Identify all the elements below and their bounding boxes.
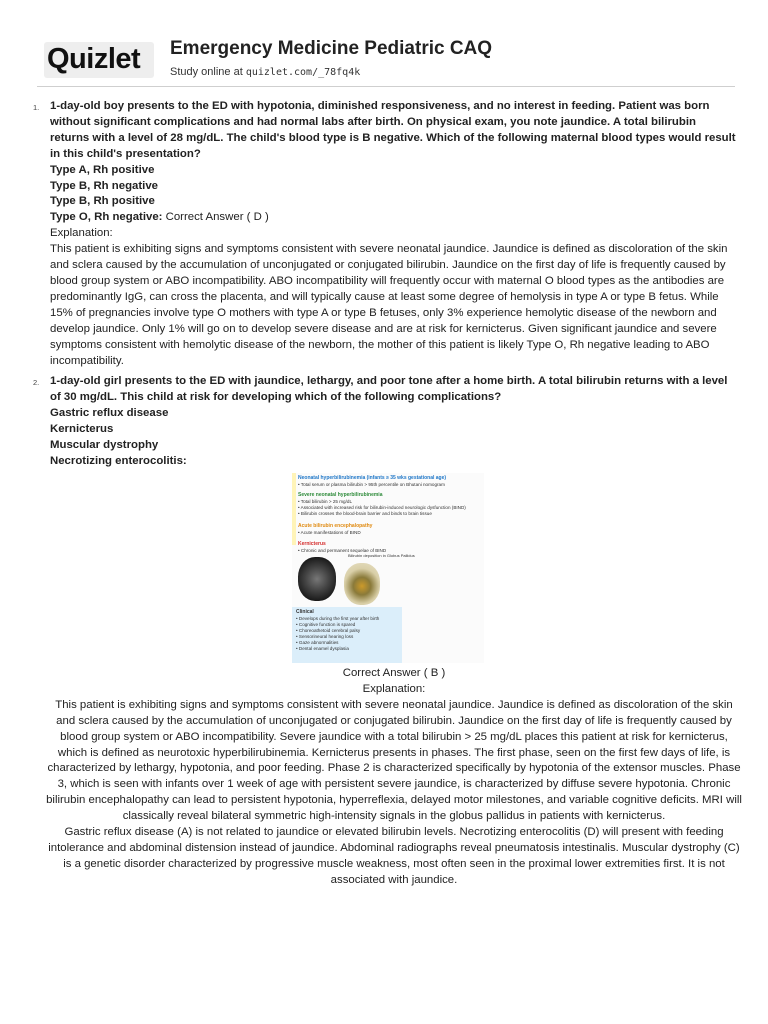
clinical-line: • Cognitive function is spared	[296, 622, 356, 627]
answer-option-a: Gastric reflux disease	[50, 406, 169, 419]
answer-option-b: Kernicterus	[50, 422, 114, 435]
document-header	[44, 36, 734, 86]
question-text: 1-day-old boy presents to the ED with hypotonia, diminished responsiveness, and no interest in feeding. Patient was born without significant complications and had normal labs after birth. On physical exam, you note jaundice. A total bilirubin returns with a level of 28 mg/dL. The child's blood type is B negative. Which of the following maternal blood types would result in this child's presentation?	[50, 100, 736, 160]
brain-section-image	[344, 563, 380, 605]
figure-heading-encephalopathy: Acute bilirubin encephalopathy	[298, 523, 373, 529]
correct-answer: Correct Answer ( B )	[342, 667, 446, 679]
question-1	[33, 99, 738, 369]
figure-line: • Acute manifestations of BIND	[298, 530, 361, 535]
clinical-line: • Develops during the first year after birth	[296, 616, 380, 621]
figure-heading-severe: Severe neonatal hyperbilirubinemia	[298, 492, 383, 498]
figure-highlight-bar	[292, 473, 296, 545]
logo-text: Quizlet	[47, 43, 141, 75]
correct-answer: Correct Answer ( D )	[165, 211, 269, 224]
question-number: 2.	[33, 378, 40, 387]
figure-line: • Total serum or plasma bilirubin > 95th percentile on Bhutani nomogram	[298, 482, 445, 487]
figure-heading-kernicterus: Kernicterus	[298, 541, 326, 547]
figure-line: • Bilirubin crosses the blood-brain barrier and binds to brain tissue	[298, 511, 432, 516]
figure-heading-hyperbilirubinemia: Neonatal hyperbilirubinemia (infants ≥ 35 wks gestational age)	[298, 475, 447, 481]
quizlet-logo[interactable]	[44, 42, 154, 78]
answer-option-b: Type B, Rh negative	[50, 179, 159, 192]
clinical-box	[292, 607, 402, 663]
figure-line: • Associated with increased risk for bilirubin-induced neurologic dysfunction (BIND)	[298, 505, 466, 510]
page-title: Emergency Medicine Pediatric CAQ	[170, 38, 493, 59]
figure-line: • Chronic and permanent sequelae of BIND	[298, 548, 387, 553]
study-url-link[interactable]: quizlet.com/_78fq4k	[245, 67, 361, 78]
answer-option-c: Type B, Rh positive	[50, 195, 155, 208]
kernicterus-figure	[292, 473, 484, 663]
answer-option-d: Necrotizing enterocolitis:	[50, 454, 187, 467]
question-2-answer-block	[45, 666, 743, 889]
clinical-line: • Sensorineural hearing loss	[296, 634, 354, 639]
answer-option-d-with-answer	[50, 210, 738, 226]
brain-section-label: Bilirubin deposition in Globus Pallidus	[348, 553, 415, 558]
header-divider	[37, 86, 735, 87]
explanation-text-continued: Gastric reflux disease (A) is not related to jaundice or elevated bilirubin levels. Necrotizing enterocolitis (D) will present with feeding intolerance and abdominal distension instead of jaundice. Abdominal radiographs reveal pneumatosis intestinalis. Muscular dystrophy (C) is a genetic disorder characterized by progressive muscle weakness, most often seen in the proximal lower extremities first. It is not associated with jaundice.	[48, 826, 740, 886]
answer-option-c: Muscular dystrophy	[50, 438, 159, 451]
clinical-line: • Choreoathetoid cerebral palsy	[296, 628, 361, 633]
figure-line: • Total bilirubin > 25 mg/dL	[298, 499, 353, 504]
explanation-label: Explanation:	[362, 682, 426, 695]
explanation-label: Explanation:	[50, 227, 113, 240]
question-number: 1.	[33, 103, 40, 112]
explanation-text: This patient is exhibiting signs and symptoms consistent with severe neonatal jaundice. Jaundice is defined as discoloration of the skin and sclera caused by the accumulation of unconjugated or conjugated bilirubin. Jaundice on the first day of life is frequently caused by blood group system or ABO incompatibility. Severe jaundice with a total bilirubin > 25 mg/dL places this patient at risk for kernicterus, which is defined as neurotoxic hyperbilirubinemia. Kernicterus presents in phases. The first phase, seen on the first few days of life, is characterized by lethargy, hypotonia, and poor feeding. Phase 2 is characterized specifically by hypotonia of the extensor muscles. Phase 3, which is seen with infants over 1 week of age with persistent severe jaundice, is characterized by diffuse severe hypotonia. Chronic bilirubin encephalopathy can lead to persistent hypotonia, hyperreflexia, delayed motor milestones, and variable cognitive deficits. MRI will classically reveal bilateral symmetric high-intensity signals in the globus pallidus in patients with kernicterus.	[46, 698, 742, 823]
clinical-line: • Gaze abnormalities	[296, 640, 339, 645]
study-prefix: Study online at	[170, 66, 246, 78]
question-text: 1-day-old girl presents to the ED with jaundice, lethargy, and poor tone after a home birth. A total bilirubin returns with a level of 30 mg/dL. This child at risk for developing which of the following complications?	[50, 375, 728, 403]
clinical-line: • Dental enamel dysplasia	[296, 646, 349, 651]
brain-mri-image	[298, 557, 336, 601]
answer-option-d: Type O, Rh negative:	[50, 211, 163, 224]
answer-option-a: Type A, Rh positive	[50, 163, 155, 176]
explanation-text: This patient is exhibiting signs and symptoms consistent with severe neonatal jaundice. Jaundice is defined as discoloration of the skin and sclera caused by the accumulation of unconjugated or conjugated bilirubin. Jaundice on the first day of life is frequently caused by blood group system or ABO incompatibility. ABO incompatibility will frequently occur with maternal O blood types as the antibodies are predominantly IgG, can cross the placenta, and will typically cause at least some degree of hemolysis in type A or type B fetus. While 15% of pregnancies involve type O mothers with type A or type B fetuses, only 3% experience hemolytic disease of the newborn and develop jaundice. Only 1% will go on to develop severe disease and are at risk for kernicterus. Given significant jaundice and severe symptoms consistent with hemolytic disease of the newborn, the mother of this patient is likely Type O, Rh negative leading to ABO incompatibility.	[50, 243, 728, 367]
clinical-heading: Clinical	[296, 609, 314, 615]
study-online-line	[170, 66, 360, 78]
question-2	[33, 374, 738, 469]
